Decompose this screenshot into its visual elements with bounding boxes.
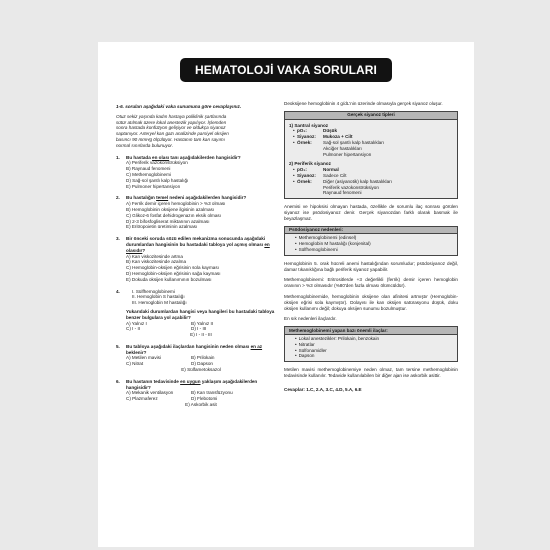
- drugs-box: [284, 326, 458, 362]
- page-title: HEMATOLOJİ VAKA SORULARI: [180, 58, 392, 82]
- answer-option: A) Yalnız I: [126, 320, 147, 326]
- question-1: [116, 155, 276, 190]
- box-row: • pO₂: Normal: [293, 167, 339, 173]
- question-number: 1.: [116, 154, 120, 160]
- explanation-paragraph: Hemoglobinin 5. orak hücreli anemi hastalığından sorumludur; psödosiyanoz değil, damar tıkanıklığına bağlı periferik siyanoz yapabilir.: [284, 260, 458, 272]
- intro-line: sonra hastada konfüzyon gelişiyor ve oldukça siyanoz: [116, 125, 226, 131]
- answer-option: A) Ferrik demir içeren hemoglobinin > %3 olması: [126, 201, 226, 207]
- box-row: • Siyanoz: Sadece Cilt: [293, 172, 347, 178]
- answer-option: E) Eritropoietin üretiminin azalması: [126, 224, 198, 230]
- box-item: • Sülfonamidler: [295, 347, 327, 353]
- case-intro: [116, 104, 276, 149]
- intro-line: sütür atılmak üzere lokal anestezik yapılıyor. İşlemden: [116, 119, 227, 125]
- question-6: [116, 379, 276, 408]
- explanation-paragraph: Metilen mavisi methemoglobinemiye neden olmaz, tam tersine methemoglobinin tedavisinde kullanılır. Tedavide kullanılabilen bir diğer ajan ise askorbik asittir.: [284, 367, 458, 378]
- box-header: Psödosiyanoz nedenleri:: [285, 227, 457, 235]
- question-number: 3.: [116, 236, 120, 242]
- answer-option: A) Kan viskozitesinde artma: [126, 253, 183, 259]
- question-text: Bir önceki soruda sözü edilen mekanizma sonucunda aşağıdaki durumlardan hangisinin bu hastadaki tabloya yol açmış olması en olasıdır?: [126, 236, 270, 253]
- explanation-paragraph: Methemoglobinemide, hemoglobinin oksijene olan afinitesi artmıştır (Hemoglobin-oksijen eğrisi sola kaymıştır). Dolayısı ile kan oksijen satürasyonu düşük, doku oksijen kullanımı değil; dokuya oksijen sunumu bozulmuştur.: [284, 293, 458, 311]
- answer-option: D) Sağ-sol şantlı kalp hastalığı: [126, 177, 189, 183]
- question-number: 2.: [116, 195, 120, 201]
- question-4: [116, 289, 276, 338]
- intro-line: Otuz sekiz yaşında kadın hastaya poliklinik şartlarında: [116, 113, 227, 119]
- answer-option: B) Prilokain: [191, 355, 215, 361]
- answer-option: C) Hemoglobin-oksijen eğrisinin sola kayması: [126, 265, 219, 271]
- answer-option: C) Nitrat: [126, 361, 144, 367]
- question-text: Bu hastada en olası tanı aşağıdakilerden hangisidir?: [126, 154, 241, 160]
- explanation-paragraph: Anemisi ve hipoksisi olmayan hastada, özellikle de sorumlu ilaç sonrası görülen siyanoz ise psödosiyanoz denir. Gerçek siyanozdan farklı olarak basmak ile beyazlaşmaz.: [284, 204, 458, 221]
- answer-option: E) I - II - III: [190, 332, 212, 338]
- answer-option: C) Methemoglobinemi: [126, 171, 171, 177]
- explanation-column: [284, 101, 458, 392]
- question-number: 6.: [116, 378, 120, 384]
- explanation-paragraph: En sık nedenleri ilaçlardır.: [284, 316, 337, 322]
- pseudocyanosis-box: [284, 226, 458, 256]
- explanation-paragraph: Deoksijene hemoglobinin 4 g/dL'nin üzerinde olmasıyla gerçek siyanoz oluşur.: [284, 101, 443, 106]
- box-row: • pO₂: Düşük: [293, 128, 338, 134]
- box-subtitle: 1) Santral siyanoz: [289, 122, 329, 128]
- cyanosis-types-box: [284, 111, 458, 199]
- box-subtitle: 2) Periferik siyanoz: [289, 161, 331, 167]
- box-row: • Örnek: Sağ-sol şantlı kalp hastalıkları: [293, 139, 385, 145]
- answer-option: A) Metilen mavisi: [126, 355, 161, 361]
- intro-line: normal sınırlarda bulunuyor.: [116, 142, 174, 148]
- answer-option: A) Periferik vazokonstrüksiyon: [126, 160, 188, 166]
- answer-option: D) Dapson: [191, 361, 213, 367]
- answer-option: C) Glikoz-6 fosfat dehidrogenazın eksik olması: [126, 212, 221, 218]
- explanation-paragraph: Methemoglobinemi: Eritrositlerde +3 değerlikli (ferrik) demir içeren hemoglobin oranının > %3 olmasıdır (%80'den fazla olması ölümcüldür).: [284, 277, 458, 289]
- box-item: • Dapson: [295, 353, 315, 359]
- box-row: Raynaud fenomeni: [323, 190, 362, 196]
- box-row: • Örnek: Diğer (asiyanotik) kalp hastalıkları: [293, 178, 392, 184]
- question-3: [116, 236, 276, 282]
- question-number: 5.: [116, 343, 120, 349]
- answer-option: D) 2-3 bifosfogliserat miktarının azalması: [126, 218, 210, 224]
- question-2: [116, 195, 276, 230]
- question-text: Bu hastalığın temel nedeni aşağıdakilerden hangisidir?: [126, 195, 247, 201]
- answer-option: E) Askorbik asit: [185, 402, 217, 408]
- question-text: Bu tabloya aşağıdaki ilaçlardan hangisinin neden olması en az beklenir?: [126, 343, 263, 355]
- roman-item: I. Sülfhemoglobinemi: [132, 288, 175, 294]
- question-text: Bu hastanın tedavisinde en uygun yaklaşım aşağıdakilerden hangisidir?: [126, 378, 258, 390]
- question-number: 4.: [116, 288, 120, 294]
- question-5: [116, 344, 276, 373]
- intro-line: basıncı 90 mmHg ölçülüyor. Hastanın tam kan sayımı: [116, 136, 225, 142]
- answer-option: E) Sülfametoksazol: [181, 367, 221, 373]
- box-item: • Sülfhemoglobinemi: [295, 246, 338, 252]
- box-row: • Siyanoz: Mukoza + Cilt: [293, 134, 353, 140]
- box-row: Periferik vazokonstrüksiyon: [323, 184, 379, 190]
- answer-option: B) Kan viskozitesinde azalma: [126, 259, 187, 265]
- answer-option: C) Plazmaferez: [126, 396, 158, 402]
- roman-item: III. Hemoglobin M hastalığı: [132, 300, 187, 306]
- document-page: [98, 42, 474, 547]
- box-item: • Nitratlar: [295, 341, 315, 347]
- answer-option: B) Yalnız II: [191, 320, 214, 326]
- intro-heading: 1-6. soruları aşağıdaki vaka sunumuna göre cevaplayınız.: [116, 104, 242, 109]
- answer-option: B) Hemoglobinin oksijene ilgisinin azalması: [126, 206, 215, 212]
- roman-item: II. Hemoglobin S hastalığı: [132, 294, 185, 300]
- questions-column: [116, 104, 276, 408]
- box-item: • Methemoglobinemi (edinsel): [295, 235, 357, 241]
- answer-option: C) I - II: [126, 326, 141, 332]
- answer-option: D) Hemoglobin-oksijen eğrisinin sağa kayması: [126, 270, 221, 276]
- answer-option: D) I - III: [191, 326, 207, 332]
- box-header: Methemoglobinemi yapan bazı önemli ilaçlar:: [285, 327, 457, 335]
- intro-line: saptanıyor. Arteryel kan gazı analizinde parsiyel oksijen: [116, 131, 229, 137]
- answer-option: E) Pulmoner hipertansiyon: [126, 183, 181, 189]
- box-item: • Lokal anestezikler: Prilokain, benzokain: [295, 335, 380, 341]
- answer-option: E) Dokuda oksijen kullanımının bozulması: [126, 276, 212, 282]
- box-row: Akciğer hastalıkları: [323, 145, 362, 151]
- box-item: • Hemoglobin M hastalığı (konjenital): [295, 241, 371, 247]
- question-text: Yukarıdaki durumlardan hangisi veya hangileri bu hastadaki tabloya benzer bulgulara yol açabilir?: [126, 308, 275, 320]
- answer-option: D) Flebotomi: [191, 396, 218, 402]
- answer-key: Cevaplar: 1.C, 2.A, 3.C, 4.D, 5.A, 6.E: [284, 386, 362, 392]
- answer-option: A) Mekanik ventilasyon: [126, 390, 174, 396]
- answer-option: B) Kan transfüzyonu: [191, 390, 233, 396]
- answer-option: B) Raynaud fenomeni: [126, 166, 171, 172]
- box-row: Pulmoner hipertansiyon: [323, 151, 372, 157]
- box-header: Gerçek siyanoz tipleri: [285, 112, 457, 120]
